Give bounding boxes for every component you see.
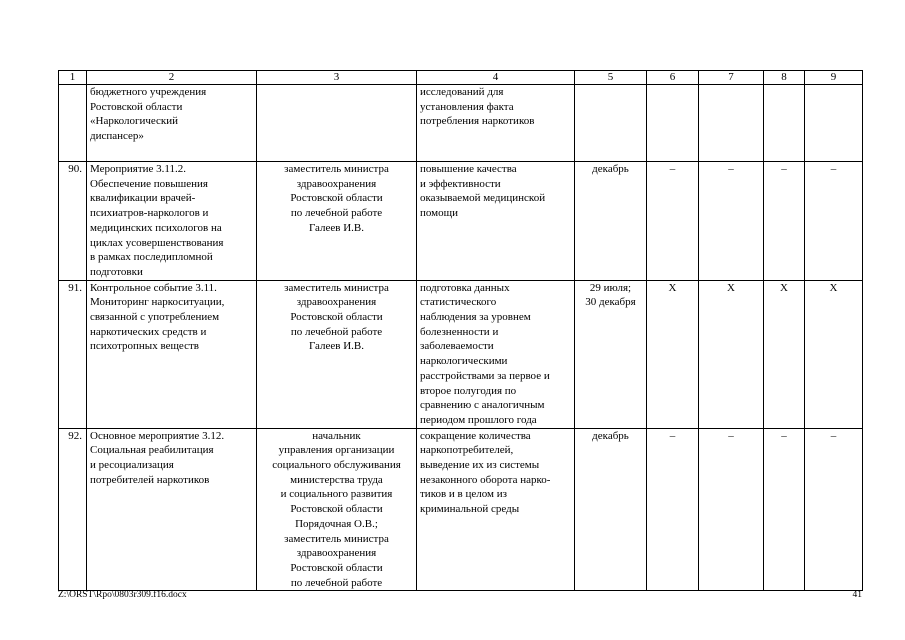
mark-cell: Х <box>647 280 699 428</box>
event-cell: Основное мероприятие 3.12. Социальная реабилитация и ресоциализация потребителей наркотиков <box>87 428 257 591</box>
date-cell: 29 июля; 30 декабря <box>575 280 647 428</box>
column-header: 3 <box>257 71 417 85</box>
date-cell <box>575 85 647 162</box>
mark-cell: – <box>699 428 764 591</box>
column-header: 4 <box>417 71 575 85</box>
mark-cell: – <box>699 162 764 281</box>
responsible-cell: начальник управления организации социального обслуживания министерства труда и социального развития Ростовской области Порядочная О.В.; заместитель министра здравоохранения Ростовской области по лечебной работе <box>257 428 417 591</box>
mark-cell <box>699 85 764 162</box>
mark-cell: – <box>647 162 699 281</box>
table-row <box>59 162 863 281</box>
mark-cell <box>647 85 699 162</box>
row-number-cell: 90. <box>59 162 87 281</box>
table-row <box>59 428 863 591</box>
column-header: 8 <box>764 71 805 85</box>
column-header: 2 <box>87 71 257 85</box>
column-header: 5 <box>575 71 647 85</box>
mark-cell: Х <box>699 280 764 428</box>
column-number-header-row <box>59 71 863 85</box>
column-header: 9 <box>805 71 863 85</box>
plan-table <box>58 70 863 591</box>
table-row <box>59 280 863 428</box>
mark-cell <box>764 85 805 162</box>
result-cell: исследований для установления факта потребления наркотиков <box>417 85 575 162</box>
mark-cell: – <box>805 428 863 591</box>
date-cell: декабрь <box>575 162 647 281</box>
result-cell: подготовка данных статистического наблюдения за уровнем болезненности и заболеваемости наркологическими расстройствами за первое и второе полугодия по сравнению с аналогичным периодом прошлого года <box>417 280 575 428</box>
mark-cell: – <box>764 428 805 591</box>
mark-cell: – <box>805 162 863 281</box>
responsible-cell: заместитель министра здравоохранения Ростовской области по лечебной работе Галеев И.В. <box>257 162 417 281</box>
date-cell: декабрь <box>575 428 647 591</box>
event-cell: бюджетного учреждения Ростовской области «Наркологический диспансер» <box>87 85 257 162</box>
row-number-cell: 92. <box>59 428 87 591</box>
responsible-cell <box>257 85 417 162</box>
column-header: 6 <box>647 71 699 85</box>
mark-cell: Х <box>805 280 863 428</box>
row-number-cell <box>59 85 87 162</box>
mark-cell: – <box>647 428 699 591</box>
table-row <box>59 85 863 162</box>
document-file-path: Z:\ORST\Rpo\0803r309.f16.docx <box>58 590 187 600</box>
event-cell: Контрольное событие 3.11. Мониторинг наркоситуации, связанной с употреблением наркотических средств и психотропных веществ <box>87 280 257 428</box>
mark-cell: Х <box>764 280 805 428</box>
mark-cell <box>805 85 863 162</box>
event-cell: Мероприятие 3.11.2. Обеспечение повышения квалификации врачей- психиатров-наркологов и медицинских психологов на циклах усовершенствования в рамках последипломной подготовки <box>87 162 257 281</box>
mark-cell: – <box>764 162 805 281</box>
responsible-cell: заместитель министра здравоохранения Ростовской области по лечебной работе Галеев И.В. <box>257 280 417 428</box>
result-cell: сокращение количества наркопотребителей, выведение их из системы незаконного оборота нарко- тиков и в целом из криминальной среды <box>417 428 575 591</box>
column-header: 7 <box>699 71 764 85</box>
page-number: 41 <box>852 590 862 600</box>
result-cell: повышение качества и эффективности оказываемой медицинской помощи <box>417 162 575 281</box>
column-header: 1 <box>59 71 87 85</box>
row-number-cell: 91. <box>59 280 87 428</box>
